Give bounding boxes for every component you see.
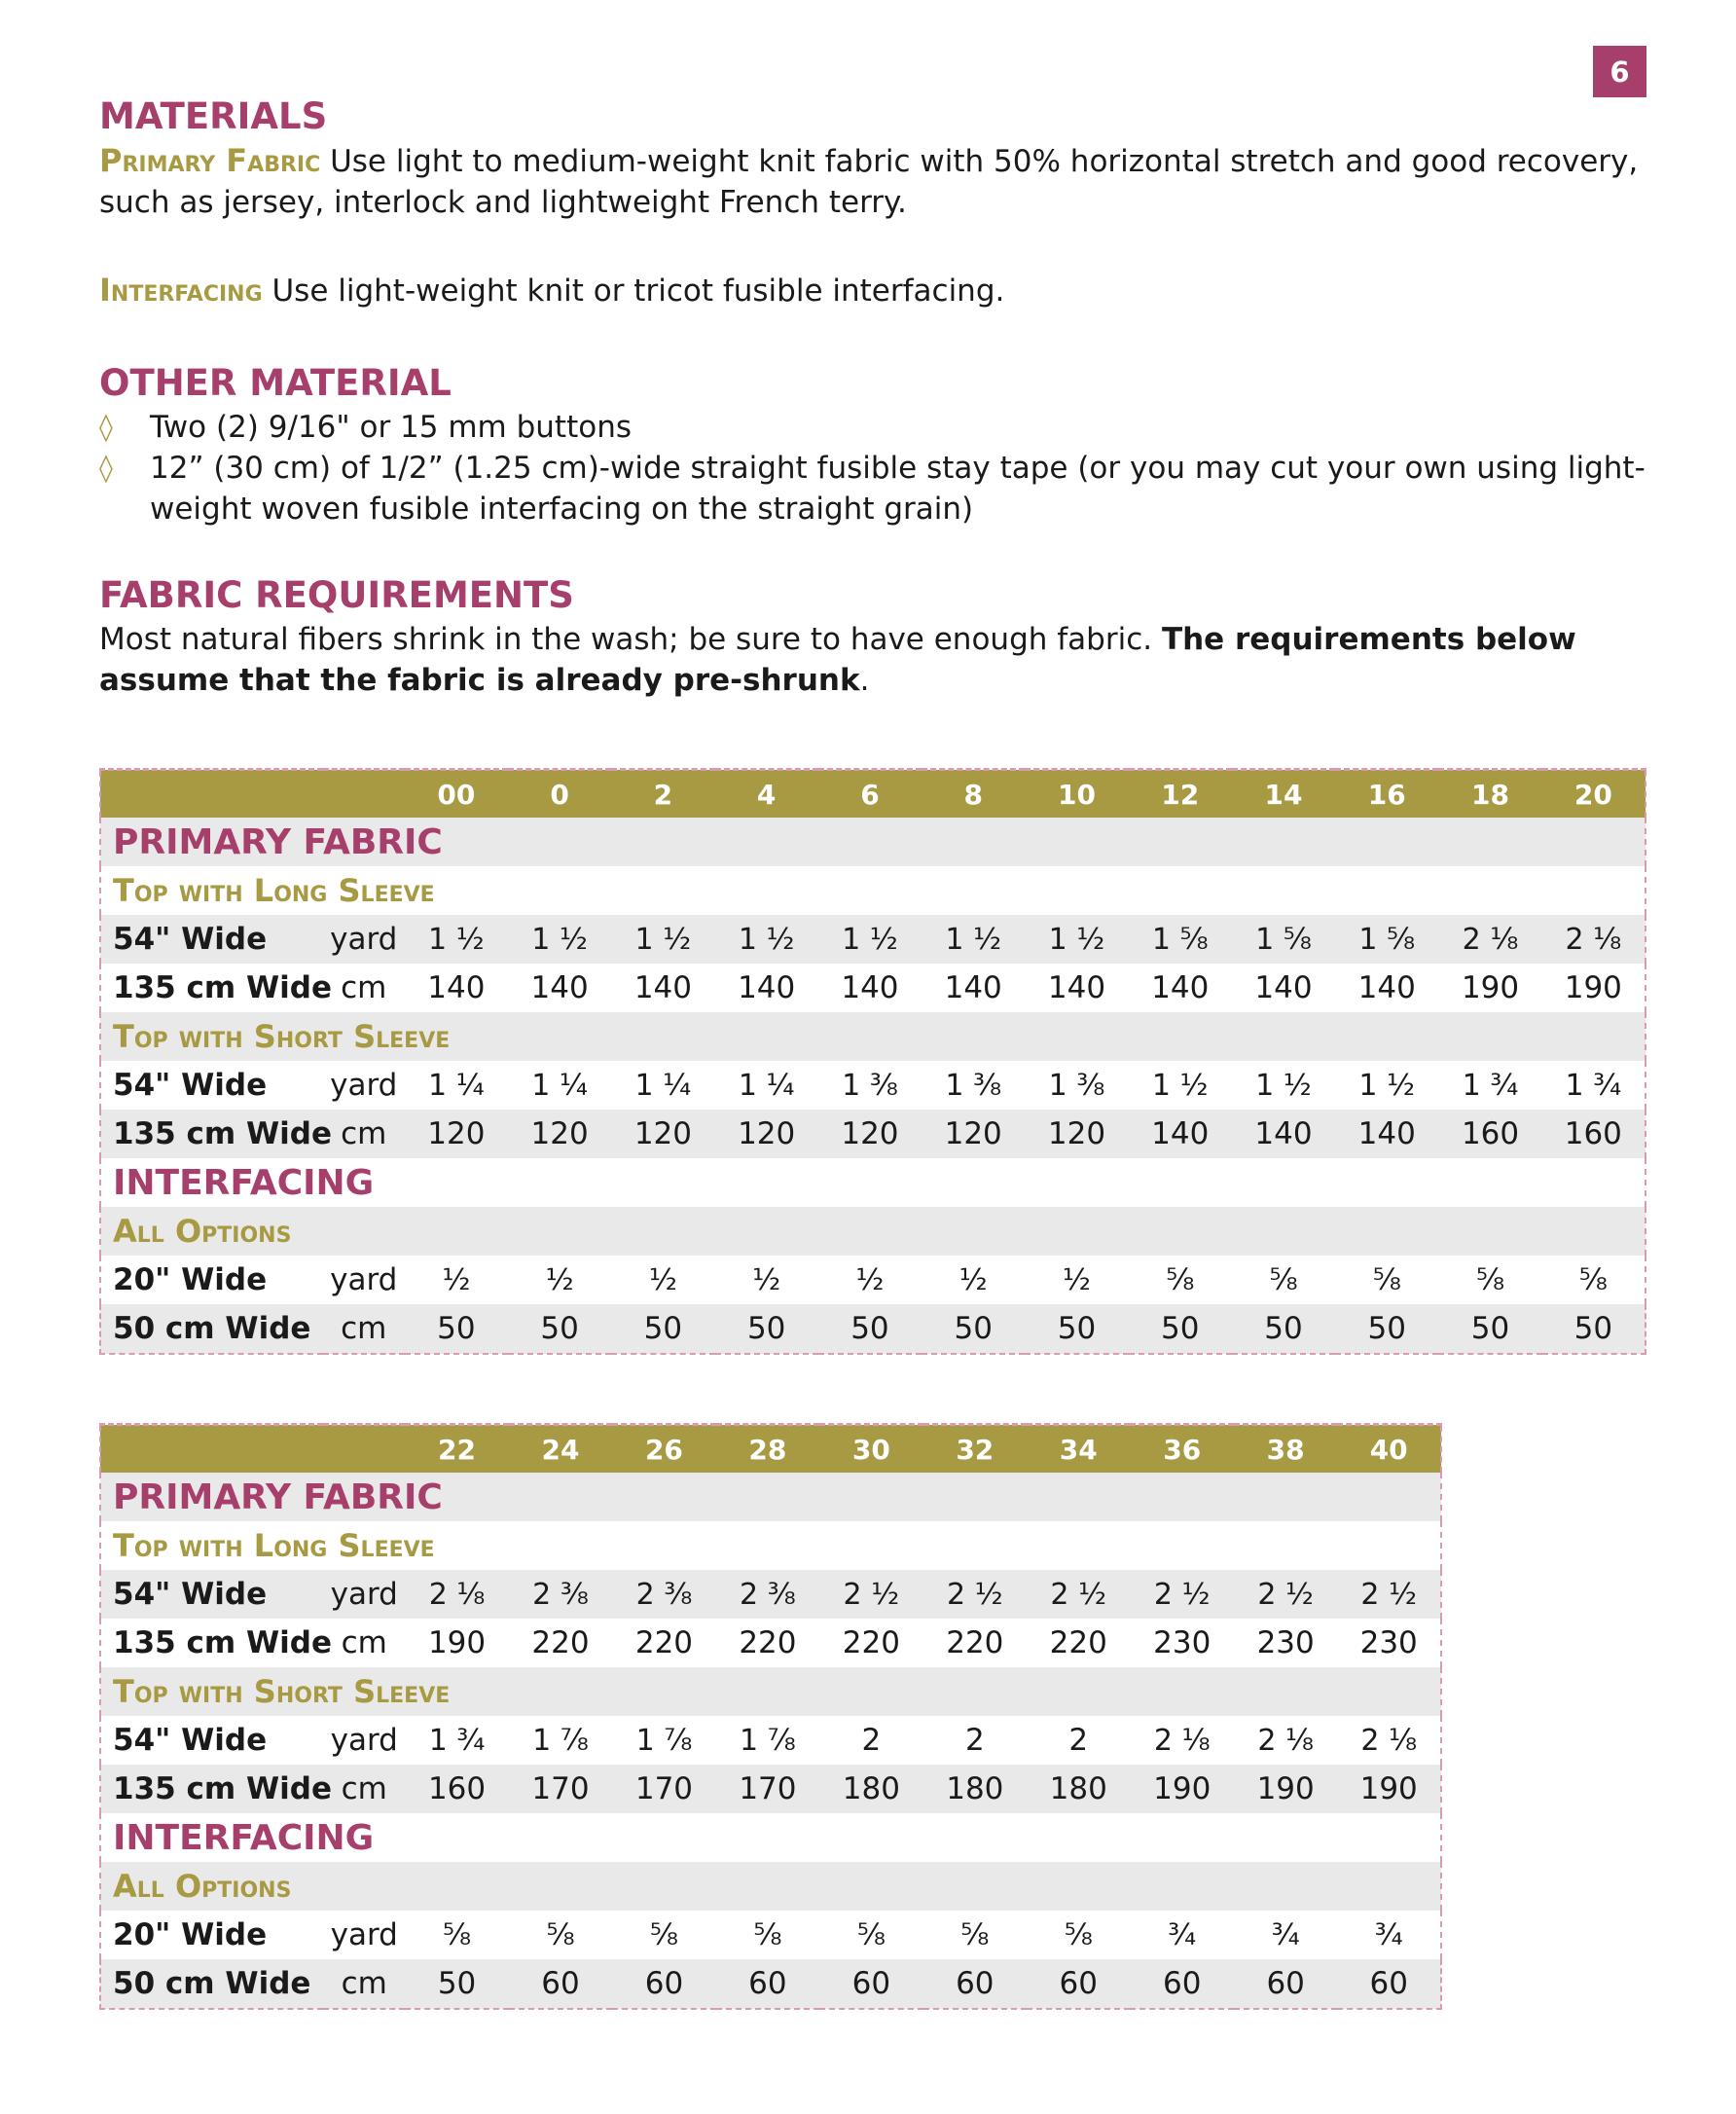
table-cell: ⅝	[1269, 1262, 1298, 1297]
table-cell: 1 ⅝	[1232, 915, 1335, 964]
table-cell: 120	[1025, 1110, 1128, 1158]
table-cell: 2	[861, 1723, 882, 1758]
table-cell: ¾	[1168, 1917, 1197, 1952]
table-row	[100, 1256, 1646, 1304]
table-cell: 2 ⅛	[1438, 915, 1541, 964]
table-cell: 50	[922, 1304, 1025, 1354]
table-cell: 60	[1234, 1959, 1337, 2009]
table-cell: 140	[1047, 970, 1106, 1005]
table-cell: 140	[1335, 1110, 1438, 1158]
table-row	[100, 1110, 1646, 1158]
row-unit: cm	[323, 1765, 405, 1813]
long-sleeve-heading: Top with Long Sleeve	[113, 1527, 435, 1564]
subcategory-row	[100, 1207, 1646, 1256]
primary-fabric-paragraph	[99, 140, 1656, 223]
table-cell: ⅝	[1372, 1262, 1401, 1297]
table-cell: 2	[1068, 1723, 1089, 1758]
table-cell: ½	[545, 1262, 574, 1297]
size-header: 14	[1232, 770, 1335, 819]
page-number: 6	[1593, 46, 1646, 97]
row-label: 54" Wide	[100, 915, 323, 964]
table-cell: 190	[1130, 1765, 1233, 1813]
table-cell: 190	[427, 1625, 487, 1660]
table-cell: ½	[1062, 1262, 1091, 1297]
table-cell: 50	[1335, 1304, 1438, 1354]
table-cell: 1 ¼	[634, 1068, 692, 1103]
table-cell: 50	[818, 1304, 922, 1354]
interfacing-heading: INTERFACING	[113, 1817, 375, 1858]
table-cell: ⅝	[1166, 1262, 1195, 1297]
table-cell: 120	[508, 1110, 611, 1158]
table-cell: 1 ¾	[1565, 1068, 1622, 1103]
interfacing-paragraph	[99, 270, 1656, 311]
table-cell: 2	[964, 1723, 985, 1758]
size-header: 20	[1542, 770, 1646, 819]
table-cell: 2 ⅜	[509, 1570, 612, 1619]
table-cell: 1 ½	[1358, 1068, 1416, 1103]
table-row	[100, 1911, 1441, 1959]
table-cell: ⅝	[1475, 1262, 1505, 1297]
table-cell: 190	[1337, 1765, 1441, 1813]
row-label: 50 cm Wide	[100, 1959, 323, 2009]
table-cell: 190	[1461, 970, 1520, 1005]
table-cell: 1 ½	[1255, 1068, 1312, 1103]
table-cell: 60	[923, 1959, 1027, 2009]
table-row	[100, 915, 1646, 964]
row-unit: yard	[330, 1723, 398, 1758]
row-label: 135 cm Wide	[113, 970, 333, 1005]
fabric-requirements-heading: FABRIC REQUIREMENTS	[99, 574, 574, 616]
table-cell: ½	[752, 1262, 781, 1297]
row-label: 135 cm Wide	[113, 1625, 333, 1660]
table-cell: 1 ⅝	[1335, 915, 1438, 964]
subcategory-row	[100, 866, 1646, 915]
list-item: ◊ Two (2) 9/16" or 15 mm buttons	[99, 407, 1656, 448]
interfacing-label: Interfacing	[99, 272, 263, 309]
table-cell: 2 ½	[923, 1570, 1027, 1619]
table-cell: ⅝	[649, 1917, 678, 1952]
table-cell: ½	[648, 1262, 677, 1297]
row-label: 54" Wide	[100, 1570, 323, 1619]
table-cell: 2 ½	[1234, 1570, 1337, 1619]
row-unit: cm	[323, 1110, 405, 1158]
table-cell: 140	[841, 970, 899, 1005]
table-cell: ⅝	[546, 1917, 575, 1952]
short-sleeve-heading: Top with Short Sleeve	[100, 1012, 1646, 1061]
subcategory-row	[100, 1667, 1441, 1716]
table-row	[100, 1619, 1441, 1667]
table-cell: 140	[1129, 1110, 1232, 1158]
table-cell: 170	[716, 1765, 819, 1813]
table-cell: 160	[405, 1765, 508, 1813]
size-header: 36	[1130, 1425, 1233, 1474]
table-cell: 160	[1542, 1110, 1646, 1158]
table-row	[100, 1716, 1441, 1765]
size-header: 34	[1027, 1425, 1130, 1474]
table-cell: 2 ⅜	[612, 1570, 715, 1619]
table-cell: 2 ⅛	[1153, 1723, 1211, 1758]
primary-fabric-text: Use light to medium-weight knit fabric with 50% horizontal stretch and good recovery, such as jersey, interlock and lightweight French terry.	[99, 144, 1639, 220]
size-header: 18	[1438, 770, 1541, 819]
table-cell: 50	[405, 1304, 508, 1354]
table-cell: 1 ½	[1025, 915, 1128, 964]
table-cell: 140	[530, 970, 589, 1005]
table-cell: 60	[819, 1959, 922, 2009]
size-header: 40	[1337, 1425, 1441, 1474]
table-cell: 1 ⅜	[945, 1068, 1002, 1103]
table-cell: 1 ⅝	[1129, 915, 1232, 964]
table-cell: 120	[922, 1110, 1025, 1158]
size-header: 8	[922, 770, 1025, 819]
table-cell: 140	[633, 970, 692, 1005]
fabric-table-sizes-00-20	[99, 768, 1646, 1355]
page-content	[99, 93, 1656, 701]
subcategory-row	[100, 1862, 1441, 1911]
table-cell: 180	[923, 1765, 1027, 1813]
table-row	[100, 1570, 1441, 1619]
table-cell: 220	[531, 1625, 590, 1660]
fabric-table-sizes-22-40	[99, 1423, 1442, 2010]
table-cell: 2 ½	[819, 1570, 922, 1619]
table-cell: 1 ½	[715, 915, 818, 964]
row-label: 54" Wide	[113, 1723, 268, 1758]
table-row	[100, 1061, 1646, 1110]
row-label: 50 cm Wide	[100, 1304, 323, 1354]
table-cell: 190	[1564, 970, 1622, 1005]
table-cell: 180	[1027, 1765, 1130, 1813]
interfacing-text: Use light-weight knit or tricot fusible interfacing.	[271, 273, 1005, 309]
table-cell: 1 ⅜	[1048, 1068, 1105, 1103]
table-cell: 120	[405, 1110, 508, 1158]
size-header: 16	[1335, 770, 1438, 819]
row-label: 135 cm Wide	[100, 1765, 323, 1813]
size-header: 26	[612, 1425, 715, 1474]
size-header-row	[100, 770, 1646, 819]
table-cell: 60	[1027, 1959, 1130, 2009]
table-cell: 50	[1438, 1304, 1541, 1354]
diamond-bullet-icon: ◊	[99, 411, 113, 443]
size-header: 4	[715, 770, 818, 819]
table-cell: ½	[442, 1262, 471, 1297]
table-cell: 2 ⅛	[1542, 915, 1646, 964]
row-unit: cm	[341, 970, 387, 1005]
table-cell: 2 ⅛	[1257, 1723, 1315, 1758]
table-cell: 60	[509, 1959, 612, 2009]
table-cell: 140	[1232, 1110, 1335, 1158]
table-cell: 120	[715, 1110, 818, 1158]
table-cell: ¾	[1271, 1917, 1300, 1952]
table-cell: 60	[716, 1959, 819, 2009]
short-sleeve-heading: Top with Short Sleeve	[100, 1667, 1441, 1716]
table-cell: 60	[1337, 1959, 1441, 2009]
table-cell: 140	[944, 970, 1002, 1005]
table-cell: 180	[819, 1765, 922, 1813]
row-label: 54" Wide	[113, 1068, 268, 1103]
table-cell: 120	[818, 1110, 922, 1158]
size-header: 28	[716, 1425, 819, 1474]
table-cell: 1 ¼	[738, 1068, 795, 1103]
size-header: 2	[611, 770, 714, 819]
row-unit: yard	[323, 915, 405, 964]
table-cell: 50	[1025, 1304, 1128, 1354]
table-cell: 1 ¾	[428, 1723, 486, 1758]
table-cell: ⅝	[1578, 1262, 1608, 1297]
table-row	[100, 1304, 1646, 1354]
materials-heading: MATERIALS	[99, 95, 328, 137]
table-cell: 1 ½	[611, 915, 714, 964]
table-cell: 2 ½	[1337, 1570, 1441, 1619]
table-cell: 220	[946, 1625, 1004, 1660]
size-header: 6	[818, 770, 922, 819]
table-row	[100, 1959, 1441, 2009]
table-cell: ⅝	[1064, 1917, 1093, 1952]
row-unit: cm	[323, 1959, 405, 2009]
table-cell: 60	[1130, 1959, 1233, 2009]
table-cell: ⅝	[960, 1917, 990, 1952]
table-cell: 220	[739, 1625, 797, 1660]
size-header: 10	[1025, 770, 1128, 819]
table-cell: 170	[509, 1765, 612, 1813]
table-cell: 50	[1129, 1304, 1232, 1354]
subcategory-row	[100, 1012, 1646, 1061]
table-cell: 1 ½	[405, 915, 508, 964]
table-cell: 140	[427, 970, 486, 1005]
table-cell: 2 ½	[1027, 1570, 1130, 1619]
table-cell: 50	[715, 1304, 818, 1354]
table-cell: 230	[1153, 1625, 1212, 1660]
diamond-bullet-icon: ◊	[99, 452, 113, 484]
table-cell: ¾	[1374, 1917, 1403, 1952]
table-cell: 1 ¼	[531, 1068, 588, 1103]
other-material-heading: OTHER MATERIAL	[99, 362, 452, 404]
table-cell: 220	[1049, 1625, 1107, 1660]
table-cell: 1 ½	[1151, 1068, 1209, 1103]
size-header: 24	[509, 1425, 612, 1474]
table-cell: 50	[611, 1304, 714, 1354]
table-cell: 50	[405, 1959, 508, 2009]
table-cell: 140	[738, 970, 796, 1005]
table-cell: ⅝	[856, 1917, 886, 1952]
row-unit: yard	[330, 1068, 398, 1103]
table-cell: 170	[612, 1765, 715, 1813]
table-cell: ⅝	[753, 1917, 782, 1952]
table-cell: 140	[1151, 970, 1210, 1005]
table-row	[100, 1765, 1441, 1813]
table-cell: 1 ¾	[1462, 1068, 1519, 1103]
table-cell: ⅝	[443, 1917, 472, 1952]
table-cell: 2 ⅜	[716, 1570, 819, 1619]
table-cell: 140	[1254, 970, 1313, 1005]
table-cell: 50	[508, 1304, 611, 1354]
row-unit: cm	[323, 1304, 405, 1354]
row-unit: yard	[330, 1262, 398, 1297]
primary-fabric-heading: PRIMARY FABRIC	[100, 1473, 1441, 1521]
size-header: 0	[508, 770, 611, 819]
size-header-row	[100, 1425, 1441, 1474]
size-header: 32	[923, 1425, 1027, 1474]
category-row	[100, 1158, 1646, 1207]
category-row	[100, 1473, 1441, 1521]
table-cell: 2 ⅛	[405, 1570, 508, 1619]
interfacing-heading: INTERFACING	[113, 1162, 375, 1203]
table-cell: 1 ½	[922, 915, 1025, 964]
table-cell: 220	[842, 1625, 900, 1660]
table-cell: 2 ½	[1130, 1570, 1233, 1619]
table-cell: 50	[1542, 1304, 1646, 1354]
table-cell: 1 ⅞	[532, 1723, 589, 1758]
subcategory-row	[100, 1521, 1441, 1570]
size-header: 12	[1129, 770, 1232, 819]
all-options-heading: All Options	[100, 1862, 1441, 1911]
category-row	[100, 1813, 1441, 1862]
table-cell: 190	[1234, 1765, 1337, 1813]
other-material-list	[99, 407, 1656, 529]
row-unit: yard	[330, 1917, 398, 1952]
size-header: 30	[819, 1425, 922, 1474]
row-label: 20" Wide	[113, 1917, 268, 1952]
table-row	[100, 964, 1646, 1012]
fabric-requirements-note: Most natural fibers shrink in the wash; be sure to have enough fabric. The requirements below assume that the fabric is already pre-shrunk.	[99, 622, 1576, 698]
long-sleeve-heading: Top with Long Sleeve	[113, 872, 435, 909]
table-cell: 120	[611, 1110, 714, 1158]
table-cell: 220	[634, 1625, 694, 1660]
table-cell: 1 ¼	[428, 1068, 485, 1103]
table-cell: 230	[1256, 1625, 1315, 1660]
list-item: ◊ 12” (30 cm) of 1/2” (1.25 cm)-wide straight fusible stay tape (or you may cut your own using light-weight woven fusible interfacing on the straight grain)	[99, 448, 1656, 529]
category-row	[100, 818, 1646, 866]
table-cell: 1 ⅞	[740, 1723, 796, 1758]
row-unit: yard	[323, 1570, 405, 1619]
table-cell: 160	[1438, 1110, 1541, 1158]
table-cell: 1 ⅞	[635, 1723, 693, 1758]
primary-fabric-label: Primary Fabric	[99, 142, 321, 179]
row-label: 135 cm Wide	[100, 1110, 323, 1158]
table-cell: 2 ⅛	[1360, 1723, 1418, 1758]
all-options-heading: All Options	[100, 1207, 1646, 1256]
table-cell: 140	[1357, 970, 1416, 1005]
size-header: 22	[405, 1425, 508, 1474]
size-header: 00	[405, 770, 508, 819]
table-cell: 1 ⅜	[842, 1068, 898, 1103]
table-cell: 50	[1232, 1304, 1335, 1354]
size-header: 38	[1234, 1425, 1337, 1474]
row-unit: cm	[341, 1625, 387, 1660]
primary-fabric-heading: PRIMARY FABRIC	[100, 818, 1646, 866]
table-cell: ½	[958, 1262, 988, 1297]
table-cell: ½	[855, 1262, 885, 1297]
row-label: 20" Wide	[113, 1262, 268, 1297]
table-cell: 230	[1359, 1625, 1418, 1660]
table-cell: 1 ½	[508, 915, 611, 964]
table-cell: 1 ½	[818, 915, 922, 964]
table-cell: 60	[612, 1959, 715, 2009]
